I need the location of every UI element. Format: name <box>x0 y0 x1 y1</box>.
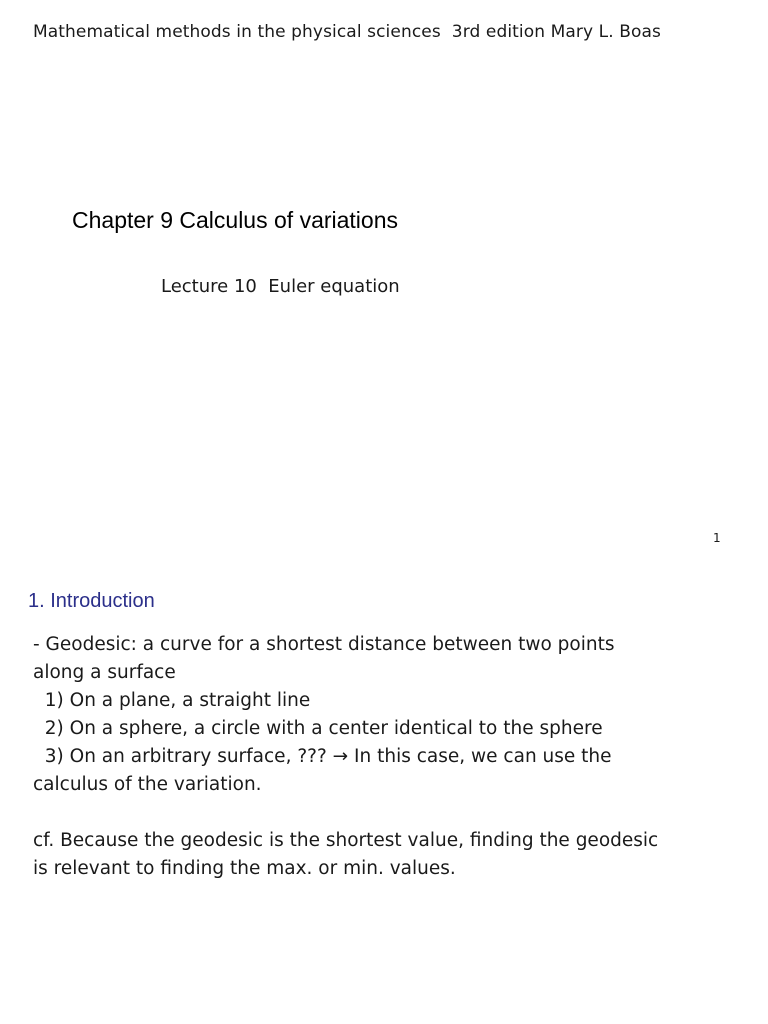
section-body <box>33 631 733 883</box>
list-item: 1) On a plane, a straight line <box>33 690 311 711</box>
chapter-title: Chapter 9 Calculus of variations <box>72 207 398 233</box>
body-line: cf. Because the geodesic is the shortest value, finding the geodesic <box>33 830 659 851</box>
lecture-title: Lecture 10 Euler equation <box>161 276 400 297</box>
page-number: 1 <box>713 531 721 545</box>
body-line: - Geodesic: a curve for a shortest distance between two points <box>33 634 615 655</box>
body-line: along a surface <box>33 662 176 683</box>
body-line: calculus of the variation. <box>33 774 262 795</box>
document-header: Mathematical methods in the physical sciences 3rd edition Mary L. Boas <box>33 22 661 42</box>
paragraph-spacer <box>33 799 733 827</box>
body-line: is relevant to finding the max. or min. values. <box>33 858 456 879</box>
list-item: 3) On an arbitrary surface, ??? → In this case, we can use the <box>33 746 612 767</box>
list-item: 2) On a sphere, a circle with a center identical to the sphere <box>33 718 603 739</box>
section-heading: 1. Introduction <box>28 590 155 612</box>
